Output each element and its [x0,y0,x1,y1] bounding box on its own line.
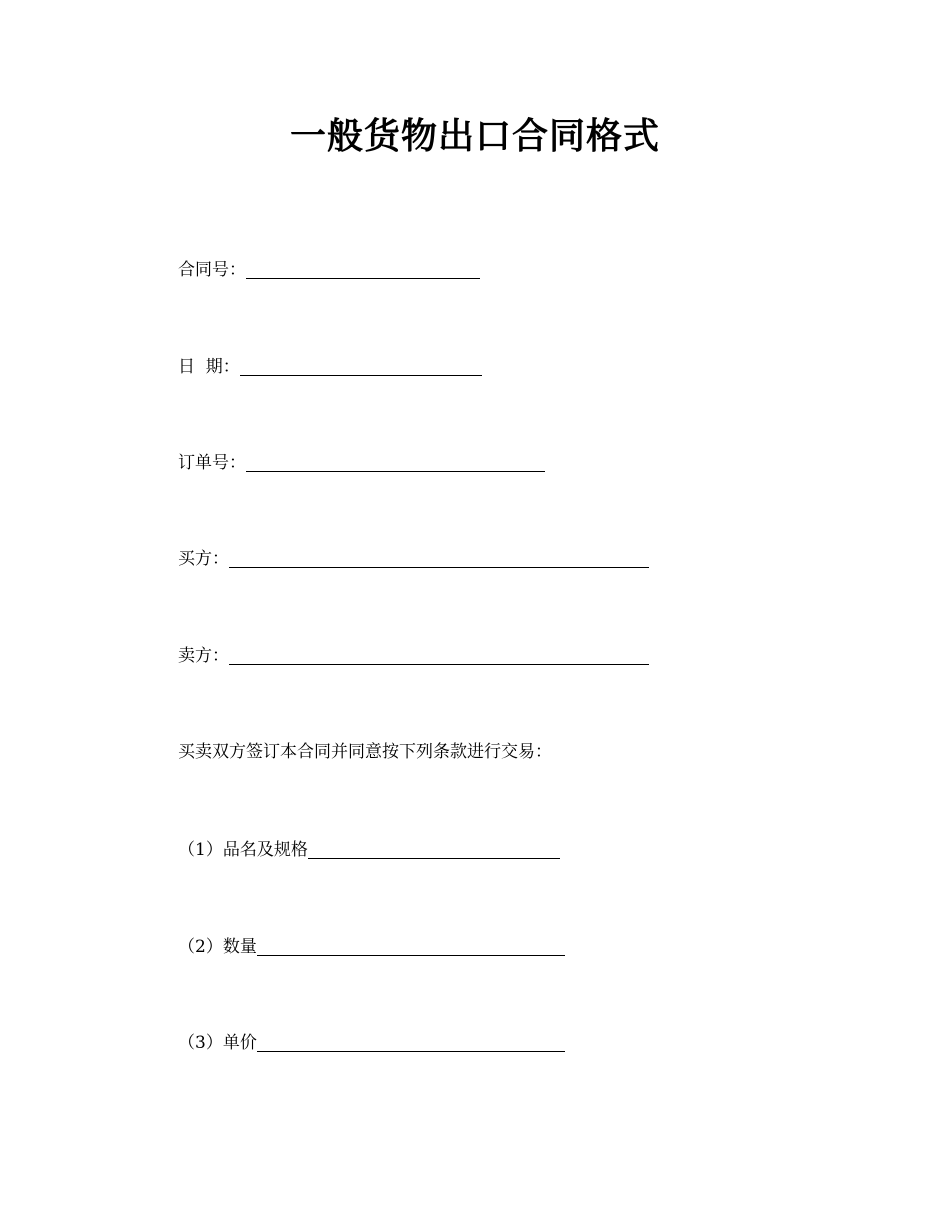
clause-item [178,1029,565,1053]
seller-blank[interactable] [229,646,649,665]
clause-label: （1）品名及规格 [178,840,308,860]
clause-blank[interactable] [257,1033,565,1052]
buyer-blank[interactable] [229,549,649,568]
order-no-field [178,449,545,473]
clause-item [178,933,565,957]
date-label: 日 期： [178,357,240,377]
order-no-blank[interactable] [246,453,545,472]
clause-blank[interactable] [308,840,560,859]
clause-label: （2）数量 [178,937,257,957]
buyer-field [178,545,649,569]
seller-field [178,642,649,666]
date-field [178,353,482,377]
seller-label: 卖方： [178,646,229,666]
clause-item [178,836,560,860]
date-blank[interactable] [240,357,482,376]
contract-no-blank[interactable] [246,260,480,279]
intro-text: 买卖双方签订本合同并同意按下列条款进行交易： [178,742,552,762]
contract-no-label: 合同号： [178,260,246,280]
buyer-label: 买方： [178,549,229,569]
contract-no-field [178,256,480,280]
clause-blank[interactable] [257,937,565,956]
clause-label: （3）单价 [178,1033,257,1053]
document-title: 一般货物出口合同格式 [289,116,660,157]
order-no-label: 订单号： [178,453,246,473]
